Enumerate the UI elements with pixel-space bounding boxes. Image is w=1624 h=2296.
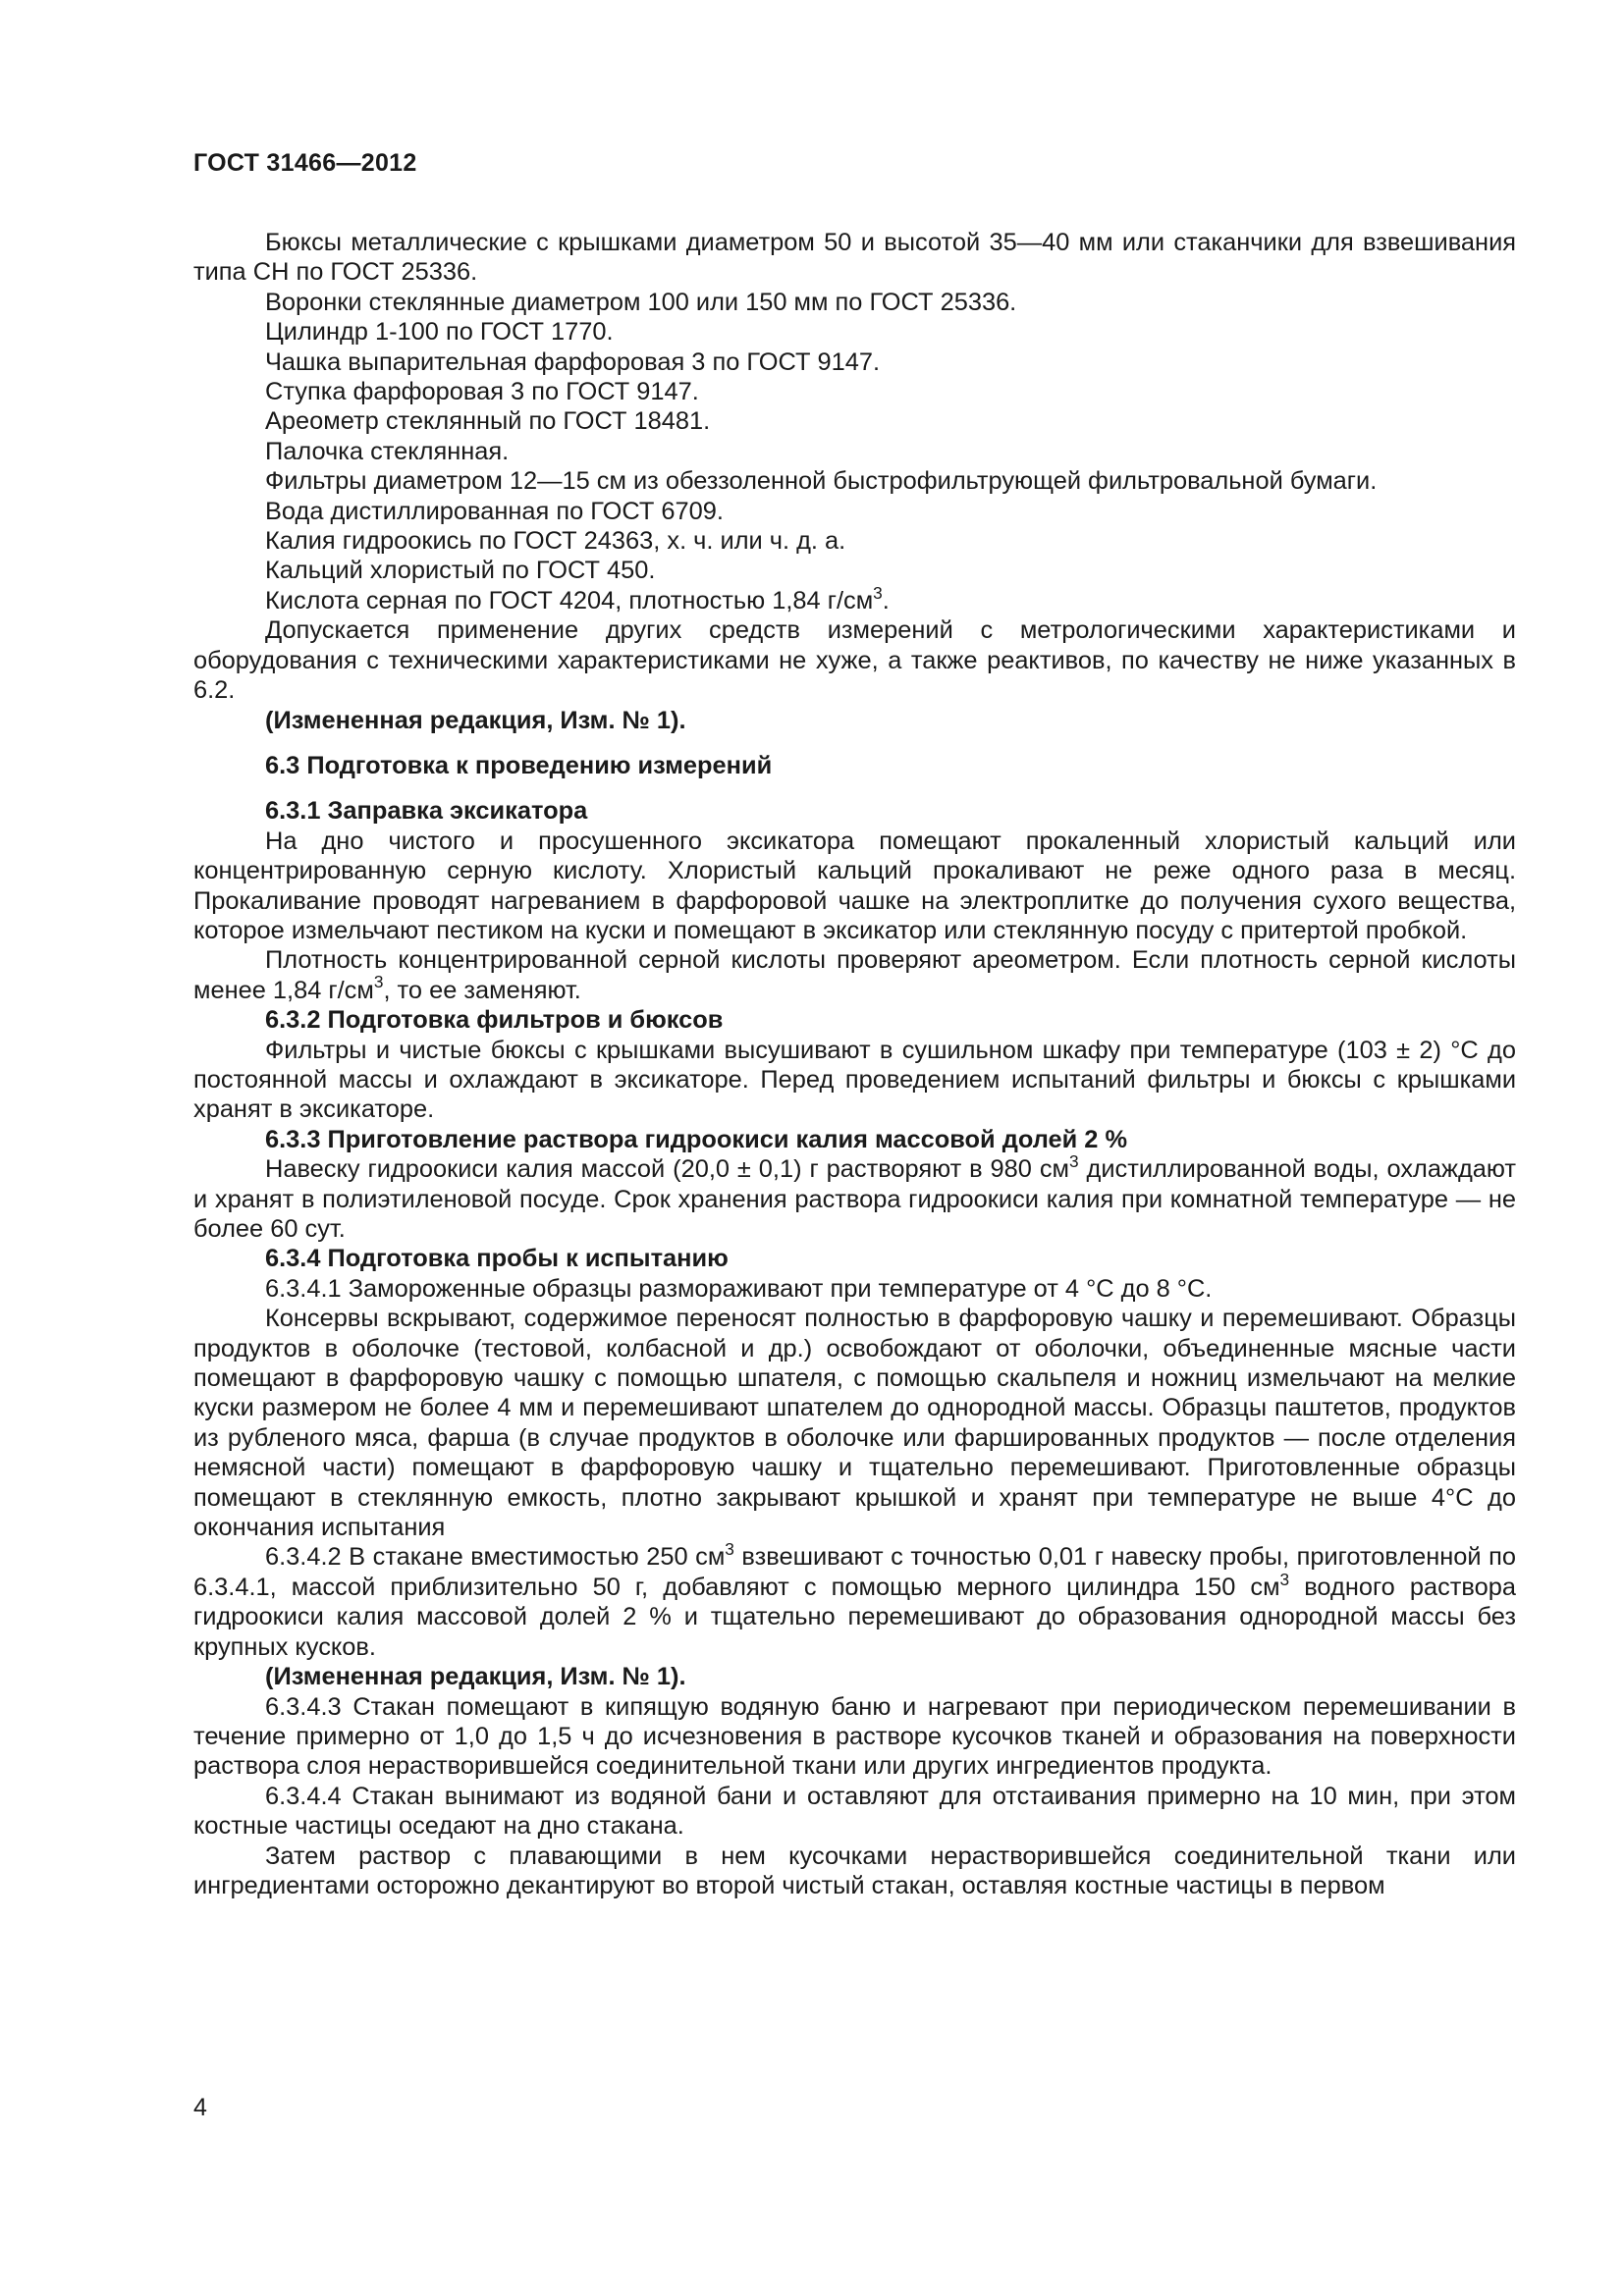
document-header: ГОСТ 31466—2012 (193, 149, 417, 177)
section-heading-6-3: 6.3 Подготовка к проведению измерений (265, 751, 773, 779)
section-heading-6-3-4: 6.3.4 Подготовка пробы к испытанию (265, 1245, 729, 1273)
list-item: Цилиндр 1-100 по ГОСТ 1770. (265, 318, 614, 347)
paragraph-then: Затем раствор с плавающими в нем кусочками нерастворившейся соединительной ткани или ингредиентами осторожно декантируют во второй чистый стакан, оставляя костные частицы в первом (193, 1842, 1516, 1899)
superscript: 3 (1069, 1150, 1079, 1171)
paragraph-6-3-4-2 (193, 1539, 1516, 1662)
acid-text: Кислота серная по ГОСТ 4204, плотностью 1,84 г/см (265, 586, 874, 614)
list-item: Ступка фарфоровая 3 по ГОСТ 9147. (265, 378, 699, 406)
list-item: Фильтры диаметром 12—15 см из обеззоленной быстрофильтрующей фильтровальной бумаги. (265, 467, 1378, 496)
paragraph-6-3-3 (193, 1150, 1516, 1244)
superscript: 3 (1279, 1569, 1290, 1589)
page-number: 4 (193, 2094, 207, 2121)
paragraph-bjuksy: Бюксы металлические с крышками диаметром 50 и высотой 35—40 мм или стаканчики для взвешивания типа СН по ГОСТ 25336. (193, 229, 1516, 287)
superscript: 3 (873, 582, 883, 603)
p633-text: Навеску гидроокиси калия массой (20,0 ± 0,1) г растворяют в 980 см (265, 1155, 1069, 1184)
amendment-note: (Измененная редакция, Изм. № 1). (265, 1663, 686, 1691)
list-item: Воронки стеклянные диаметром 100 или 150 мм по ГОСТ 25336. (265, 288, 1017, 316)
superscript: 3 (725, 1539, 734, 1560)
list-item: Ареометр стеклянный по ГОСТ 18481. (265, 407, 711, 436)
list-item-acid (193, 582, 1516, 615)
paragraph-6-3-2: Фильтры и чистые бюксы с крышками высушивают в сушильном шкафу при температуре (103 ± 2) °С до постоянной массы и охлаждают в эксикаторе. Перед проведением испытаний фильтры и бюксы с крышками хранят в эксикаторе. (193, 1036, 1516, 1124)
paragraph-6-3-1-a: На дно чистого и просушенного эксикатора помещают прокаленный хлористый кальций или концентрированную серную кислоту. Хлористый кальций прокаливают не реже одного раза в месяц. Прокаливание проводят нагреванием в фарфоровой чашке на электроплитке до получения сухого вещества, которое измельчают пестиком на куски и помещают в эксикатор или стеклянную посуду с притертой пробкой. (193, 827, 1516, 944)
paragraph-6-3-1-b (193, 945, 1516, 1005)
p631b-text: Плотность концентрированной серной кислоты проверяют ареометром. Если плотность серной кислоты менее 1,84 г/см (193, 946, 1516, 1004)
paragraph-6-3-4-1: 6.3.4.1 Замороженные образцы размораживают при температуре от 4 °С до 8 °С. (265, 1274, 1213, 1303)
amendment-note: (Измененная редакция, Изм. № 1). (265, 706, 686, 734)
document-body (193, 228, 1516, 1900)
paragraph-allowed: Допускается применение других средств измерений с метрологическими характеристиками и оборудования с техническими характеристиками не хуже, а также реактивов, по качеству не ниже указанных в 6.2. (193, 616, 1516, 705)
p6342-a: 6.3.4.2 В стакане вместимостью 250 см (265, 1543, 726, 1572)
p6342-c: водного раствора гидроокиси калия массовой долей 2 % и тщательно перемешивают до образования однородной массы без крупных кусков. (193, 1573, 1516, 1661)
section-heading-6-3-2: 6.3.2 Подготовка фильтров и бюксов (265, 1006, 724, 1035)
list-item: Кальций хлористый по ГОСТ 450. (265, 557, 656, 585)
superscript: 3 (373, 972, 384, 992)
p633-end: дистиллированной воды, охлаждают и хранят в полиэтиленовой посуде. Срок хранения раствора гидроокиси калия при комнатной температуре — не более 60 сут. (193, 1155, 1516, 1243)
list-item: Вода дистиллированная по ГОСТ 6709. (265, 497, 724, 525)
acid-end: . (882, 586, 890, 614)
paragraph-6-3-4-4: 6.3.4.4 Стакан вынимают из водяной бани и оставляют для отстаивания примерно на 10 мин, при этом костные частицы оседают на дно стакана. (193, 1782, 1516, 1841)
list-item: Чашка выпарительная фарфоровая 3 по ГОСТ 9147. (265, 347, 881, 376)
p631b-end: , то ее заменяют. (383, 976, 581, 1004)
section-heading-6-3-3: 6.3.3 Приготовление раствора гидроокиси калия массовой долей 2 % (265, 1125, 1128, 1153)
paragraph-6-3-4-3: 6.3.4.3 Стакан помещают в кипящую водяную баню и нагревают при периодическом перемешивании в течение примерно от 1,0 до 1,5 ч до исчезновения в растворе кусочков тканей и образования на поверхности раствора слоя нерастворившейся соединительной ткани или других ингредиентов продукта. (193, 1692, 1516, 1781)
section-heading-6-3-1: 6.3.1 Заправка эксикатора (265, 797, 588, 826)
list-item: Калия гидроокись по ГОСТ 24363, х. ч. или ч. д. а. (265, 527, 846, 556)
paragraph-canned: Консервы вскрывают, содержимое переносят полностью в фарфоровую чашку и перемешивают. Образцы продуктов в оболочке (тестовой, колбасной и др.) освобождают от оболочки, объединенные мясные части помещают в фарфоровую чашку с помощью шпателя, с помощью скальпеля и ножниц измельчают на мелкие куски размером не более 4 мм и перемешивают шпателем до однородной массы. Образцы паштетов, продуктов из рубленого мяса, фарша (в случае продуктов в оболочке или фаршированных продуктов — после отделения немясной части) помещают в фарфоровую чашку и тщательно перемешивают. Приготовленные образцы помещают в стеклянную емкость, плотно закрывают крышкой и хранят при температуре не выше 4°С до окончания испытания (193, 1305, 1516, 1542)
p6342-b: взвешивают с точностью 0,01 г навеску пробы, приготовленной по 6.3.4.1, массой приблизительно 50 г, добавляют с помощью мерного цилиндра 150 см (193, 1543, 1516, 1601)
list-item: Палочка стеклянная. (265, 437, 510, 465)
